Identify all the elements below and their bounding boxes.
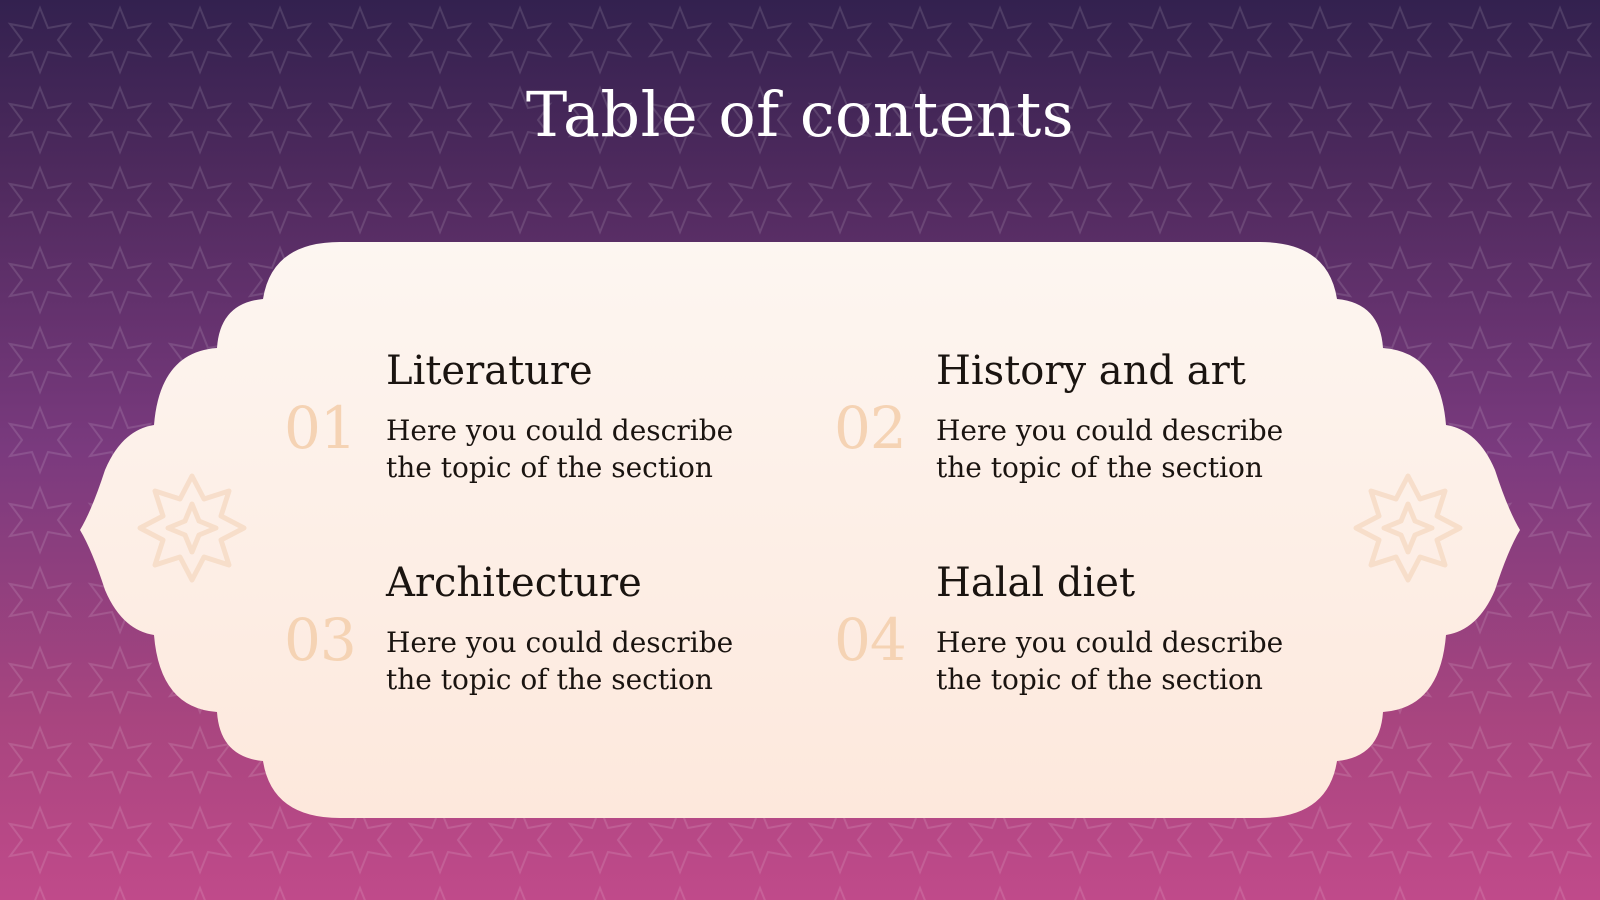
section-description: Here you could describe the topic of the section: [386, 626, 734, 696]
section-number: 04: [834, 606, 906, 674]
section-number: 01: [284, 394, 356, 462]
section-title: Halal diet: [936, 560, 1136, 606]
page-title: Table of contents: [525, 78, 1075, 151]
section-title: History and art: [936, 348, 1246, 394]
section-number: 03: [284, 606, 356, 674]
toc-item-halal-diet[interactable]: [834, 560, 1284, 710]
section-description: Here you could describe the topic of the section: [936, 414, 1284, 484]
toc-item-literature[interactable]: [284, 348, 734, 498]
section-title: Architecture: [386, 560, 642, 606]
section-number: 02: [834, 394, 906, 462]
toc-item-history-and-art[interactable]: [834, 348, 1284, 498]
toc-item-architecture[interactable]: [284, 560, 734, 710]
section-description: Here you could describe the topic of the section: [936, 626, 1284, 696]
section-description: Here you could describe the topic of the section: [386, 414, 734, 484]
section-title: Literature: [386, 348, 593, 394]
